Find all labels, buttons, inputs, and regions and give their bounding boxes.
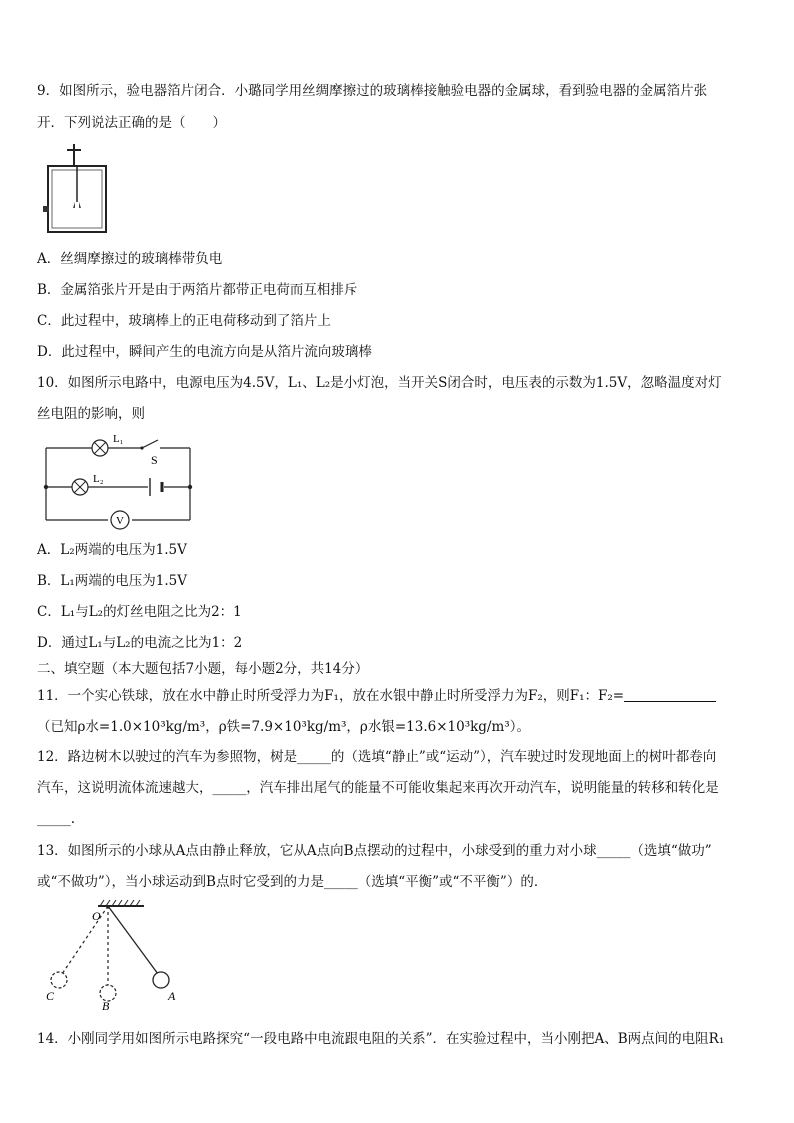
q9-stem-line1: 9．如图所示，验电器箔片闭合．小璐同学用丝绸摩擦过的玻璃棒接触验电器的金属球，看到验电器的金属箔片张 <box>37 83 708 99</box>
q12-stem-line1: 12．路边树木以驶过的汽车为参照物，树是_____的（选填“静止”或“运动”），汽车驶过时发现地面上的树叶都卷向 <box>37 749 717 765</box>
section-heading: 二、填空题（本大题包括7小题，每小题2分，共14分） <box>37 661 369 677</box>
circuit-figure-q10 <box>38 430 203 530</box>
q10-option-a: A．L₂两端的电压为1.5V <box>37 542 187 558</box>
pendulum-figure <box>40 898 190 1010</box>
q12-stem-line3: _____. <box>37 811 76 827</box>
l1-label: L₁ <box>113 433 124 445</box>
q10-option-d: D．通过L₁与L₂的电流之比为1：2 <box>37 635 243 651</box>
q11-stem-line2: （已知ρ水=1.0×10³kg/m³，ρ铁=7.9×10³kg/m³，ρ水银=13.6×10³kg/m³）。 <box>37 719 530 735</box>
q12-stem-line2: 汽车，这说明流体流速越大，_____，汽车排出尾气的能量不可能收集起来再次开动汽车，说明能量的转移和转化是 <box>37 780 719 796</box>
q10-option-c: C．L₁与L₂的灯丝电阻之比为2：1 <box>37 604 242 620</box>
point-o-label: O <box>92 909 101 923</box>
l2-label: L₂ <box>93 473 104 485</box>
point-b-label: B <box>102 999 110 1010</box>
q14-stem-line1: 14．小刚同学用如图所示电路探究“一段电路中电流跟电阻的关系”．在实验过程中，当小刚把A、B两点间的电阻R₁ <box>37 1031 725 1047</box>
q10-stem-line2: 丝电阻的影响，则 <box>37 406 145 422</box>
point-a-label: A <box>168 989 176 1003</box>
electroscope-figure <box>40 144 110 234</box>
q13-stem-line2: 或“不做功”），当小球运动到B点时它受到的力是_____（选填“平衡”或“不平衡”）的． <box>37 874 548 890</box>
voltmeter-label: V <box>116 515 124 527</box>
switch-label: S <box>151 453 158 467</box>
q9-option-a: A．丝绸摩擦过的玻璃棒带负电 <box>37 251 223 267</box>
q11-answer-blank[interactable] <box>624 688 716 702</box>
q9-option-c: C．此过程中，玻璃棒上的正电荷移动到了箔片上 <box>37 313 331 329</box>
q9-option-b: B．金属箔张片开是由于两箔片都带正电荷而互相排斥 <box>37 282 358 298</box>
q9-stem-line2: 开．下列说法正确的是（ ） <box>37 115 226 131</box>
q13-stem-line1: 13．如图所示的小球从A点由静止释放，它从A点向B点摆动的过程中，小球受到的重力对小球_____（选填“做功” <box>37 843 712 859</box>
point-c-label: C <box>46 989 55 1003</box>
q10-stem-line1: 10．如图所示电路中，电源电压为4.5V，L₁、L₂是小灯泡，当开关S闭合时，电压表的示数为1.5V，忽略温度对灯 <box>37 375 722 391</box>
q11-stem-text: 11．一个实心铁球，放在水中静止时所受浮力为F₁，放在水银中静止时所受浮力为F₂，则F₁：F₂= <box>37 688 625 704</box>
q11-stem-line1 <box>37 687 716 705</box>
q9-option-d: D．此过程中，瞬间产生的电流方向是从箔片流向玻璃棒 <box>37 344 372 360</box>
q10-option-b: B．L₁两端的电压为1.5V <box>37 573 188 589</box>
